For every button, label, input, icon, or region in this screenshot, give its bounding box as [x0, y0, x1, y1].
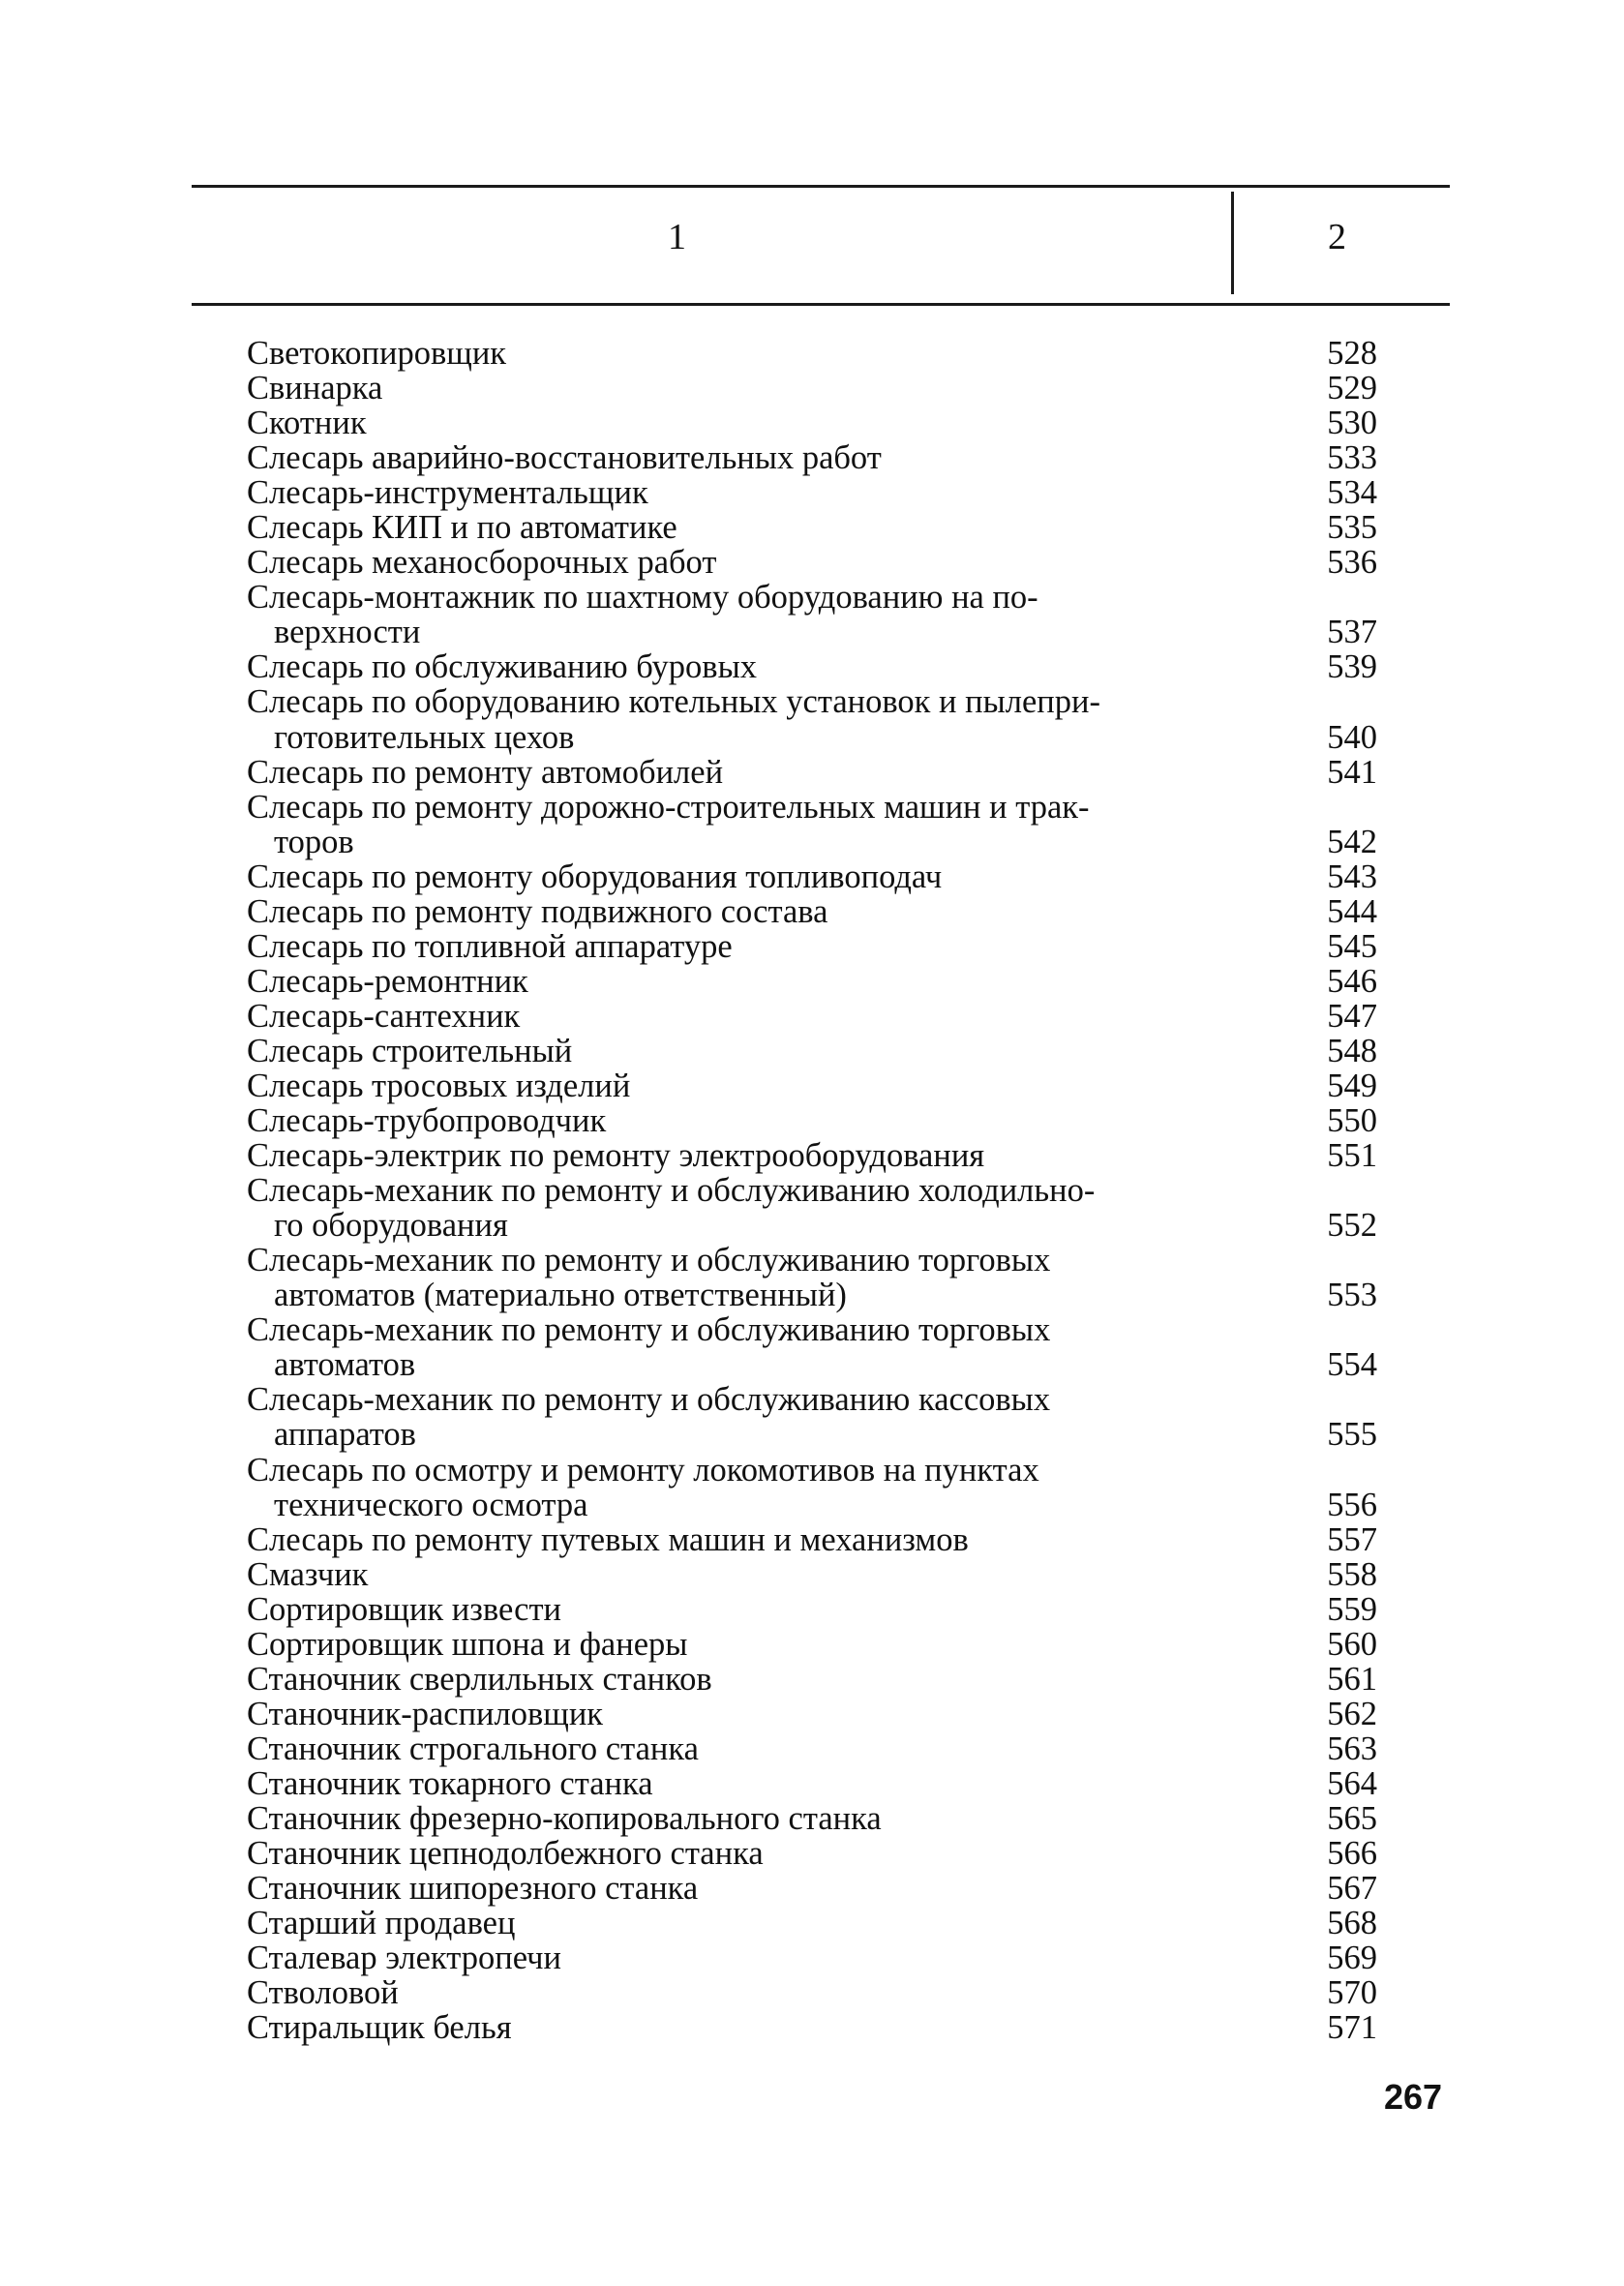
code-number: 550 — [1327, 1102, 1377, 1140]
occupation-line: Свинарка — [247, 370, 383, 407]
occupation-line: Слесарь тросовых изделий — [247, 1067, 631, 1104]
occupation-name — [247, 580, 1234, 649]
table-row — [0, 475, 1624, 510]
occupation-line: Станочник сверлильных станков — [247, 1660, 712, 1698]
table-row — [0, 371, 1624, 406]
occupation-name — [247, 1801, 1234, 1836]
occupation-line: Слесарь по обслуживанию буровых — [247, 648, 758, 686]
code-number: 548 — [1327, 1032, 1377, 1069]
table-row — [0, 510, 1624, 545]
code-number: 529 — [1327, 370, 1377, 407]
table-row — [0, 1871, 1624, 1906]
occupation-line: Сортировщик извести — [247, 1590, 562, 1628]
occupation-line: Смазчик — [247, 1555, 369, 1593]
occupation-line: Слесарь по оборудованию котельных установок и пылепри- — [247, 683, 1100, 721]
occupation-line: Сталевар электропечи — [247, 1940, 561, 1977]
table-row — [0, 999, 1624, 1034]
code-number: 547 — [1327, 997, 1377, 1035]
occupation-line: Слесарь по ремонту автомобилей — [247, 753, 724, 791]
table-row — [0, 2010, 1624, 2045]
table-row — [0, 859, 1624, 894]
occupation-continuation-line: готовительных цехов — [274, 718, 575, 756]
occupation-line: Станочник строгального станка — [247, 1730, 699, 1767]
table-row — [0, 336, 1624, 371]
occupation-name — [247, 894, 1234, 929]
occupation-name — [247, 371, 1234, 406]
page-number: 267 — [1384, 2077, 1443, 2117]
table-row — [0, 1382, 1624, 1452]
occupation-name — [247, 545, 1234, 580]
table-row — [0, 929, 1624, 964]
table-row — [0, 1068, 1624, 1103]
occupation-name — [247, 1103, 1234, 1138]
table-row — [0, 1312, 1624, 1382]
code-number: 536 — [1327, 544, 1377, 582]
table-row — [0, 649, 1624, 684]
table-row — [0, 406, 1624, 440]
code-number: 566 — [1327, 1835, 1377, 1873]
code-number: 559 — [1327, 1590, 1377, 1628]
occupation-continuation-line: технического осмотра — [274, 1486, 588, 1523]
table-row — [0, 755, 1624, 790]
occupation-name — [247, 1697, 1234, 1731]
occupation-name — [247, 684, 1234, 754]
occupation-name — [247, 790, 1234, 859]
occupation-line: Слесарь-механик по ремонту и обслуживанию торговых — [247, 1242, 1051, 1279]
occupation-name — [247, 1034, 1234, 1068]
occupation-name — [247, 1766, 1234, 1801]
occupation-line: Слесарь-механик по ремонту и обслуживанию кассовых — [247, 1381, 1051, 1419]
code-number: 551 — [1327, 1137, 1377, 1175]
occupation-line: Станочник токарного станка — [247, 1764, 653, 1802]
table-row — [0, 1766, 1624, 1801]
occupation-name — [247, 1068, 1234, 1103]
code-number: 537 — [1327, 614, 1377, 651]
code-number: 562 — [1327, 1695, 1377, 1732]
occupation-line: Слесарь-трубопроводчик — [247, 1102, 607, 1140]
occupation-line: Слесарь-механик по ремонту и обслуживанию торговых — [247, 1311, 1051, 1349]
occupation-name — [247, 1312, 1234, 1382]
occupation-continuation-line: аппаратов — [274, 1416, 416, 1454]
code-number: 549 — [1327, 1067, 1377, 1104]
occupation-line: Сортировщик шпона и фанеры — [247, 1625, 688, 1663]
occupation-name — [247, 1731, 1234, 1766]
table-row — [0, 545, 1624, 580]
code-number: 542 — [1327, 823, 1377, 860]
occupation-name — [247, 336, 1234, 371]
column-header-1: 1 — [668, 217, 686, 257]
code-number: 544 — [1327, 892, 1377, 930]
occupation-line: Станочник-распиловщик — [247, 1695, 604, 1732]
code-number: 535 — [1327, 509, 1377, 547]
code-number: 554 — [1327, 1346, 1377, 1384]
code-number: 540 — [1327, 718, 1377, 756]
occupation-continuation-line: автоматов — [274, 1346, 416, 1384]
table-row — [0, 894, 1624, 929]
table-row — [0, 440, 1624, 475]
occupation-continuation-line: торов — [274, 823, 354, 860]
code-number: 560 — [1327, 1625, 1377, 1663]
occupation-line: Старший продавец — [247, 1905, 516, 1942]
occupation-name — [247, 475, 1234, 510]
occupation-name — [247, 1940, 1234, 1975]
code-number: 530 — [1327, 405, 1377, 442]
table-row — [0, 1522, 1624, 1557]
code-number: 571 — [1327, 2009, 1377, 2047]
occupation-name — [247, 440, 1234, 475]
column-header-2: 2 — [1328, 217, 1346, 257]
occupation-line: Слесарь-монтажник по шахтному оборудованию на по- — [247, 579, 1038, 617]
occupation-name — [247, 1627, 1234, 1662]
occupation-line: Слесарь механосборочных работ — [247, 544, 717, 582]
table-row — [0, 1697, 1624, 1731]
code-number: 545 — [1327, 927, 1377, 965]
table-row — [0, 1173, 1624, 1243]
code-number: 541 — [1327, 753, 1377, 791]
occupation-name — [247, 859, 1234, 894]
table-row — [0, 1138, 1624, 1173]
occupation-line: Слесарь-ремонтник — [247, 962, 528, 1000]
occupation-continuation-line: го оборудования — [274, 1207, 508, 1245]
table-top-rule — [192, 185, 1450, 188]
code-number: 533 — [1327, 439, 1377, 477]
occupation-name — [247, 1975, 1234, 2010]
occupation-name — [247, 1453, 1234, 1522]
occupation-line: Стиральщик белья — [247, 2009, 512, 2047]
table-row — [0, 684, 1624, 754]
occupation-name — [247, 1138, 1234, 1173]
code-number: 570 — [1327, 1974, 1377, 2012]
occupation-line: Слесарь-электрик по ремонту электрооборудования — [247, 1137, 985, 1175]
occupation-name — [247, 1173, 1234, 1243]
code-number: 569 — [1327, 1940, 1377, 1977]
table-row — [0, 1453, 1624, 1522]
occupation-name — [247, 999, 1234, 1034]
code-number: 561 — [1327, 1660, 1377, 1698]
table-row — [0, 1592, 1624, 1627]
table-row — [0, 1975, 1624, 2010]
occupation-name — [247, 1836, 1234, 1871]
occupation-name — [247, 649, 1234, 684]
occupation-line: Слесарь аварийно-восстановительных работ — [247, 439, 882, 477]
table-row — [0, 1103, 1624, 1138]
code-number: 555 — [1327, 1416, 1377, 1454]
column-separator — [1231, 192, 1234, 294]
table-row — [0, 964, 1624, 999]
table-row — [0, 1801, 1624, 1836]
code-number: 565 — [1327, 1799, 1377, 1837]
occupation-line: Стволовой — [247, 1974, 399, 2012]
table-header-rule — [192, 303, 1450, 306]
occupation-line: Слесарь по ремонту оборудования топливоподач — [247, 857, 943, 895]
occupation-continuation-line: автоматов (материально ответственный) — [274, 1277, 847, 1314]
entry-list — [0, 336, 1624, 2045]
code-number: 553 — [1327, 1277, 1377, 1314]
occupation-line: Слесарь-механик по ремонту и обслуживанию холодильно- — [247, 1172, 1096, 1210]
occupation-name — [247, 1522, 1234, 1557]
code-number: 567 — [1327, 1870, 1377, 1908]
table-row — [0, 1731, 1624, 1766]
code-number: 534 — [1327, 474, 1377, 512]
table-row — [0, 1940, 1624, 1975]
occupation-line: Слесарь по ремонту дорожно-строительных машин и трак- — [247, 788, 1090, 826]
table-row — [0, 1662, 1624, 1697]
code-number: 528 — [1327, 335, 1377, 372]
occupation-line: Скотник — [247, 405, 367, 442]
code-number: 564 — [1327, 1764, 1377, 1802]
occupation-line: Станочник шипорезного станка — [247, 1870, 699, 1908]
table-row — [0, 790, 1624, 859]
table-row — [0, 580, 1624, 649]
occupation-line: Станочник фрезерно-копировального станка — [247, 1799, 882, 1837]
code-number: 543 — [1327, 857, 1377, 895]
occupation-name — [247, 2010, 1234, 2045]
code-number: 556 — [1327, 1486, 1377, 1523]
table-row — [0, 1836, 1624, 1871]
occupation-name — [247, 1382, 1234, 1452]
code-number: 552 — [1327, 1207, 1377, 1245]
occupation-name — [247, 1871, 1234, 1906]
table-row — [0, 1627, 1624, 1662]
occupation-name — [247, 1662, 1234, 1697]
occupation-name — [247, 1557, 1234, 1592]
occupation-line: Светокопировщик — [247, 335, 507, 372]
code-number: 539 — [1327, 648, 1377, 686]
occupation-name — [247, 929, 1234, 964]
code-number: 558 — [1327, 1555, 1377, 1593]
code-number: 568 — [1327, 1905, 1377, 1942]
table-row — [0, 1243, 1624, 1312]
occupation-name — [247, 1243, 1234, 1312]
occupation-name — [247, 510, 1234, 545]
occupation-line: Слесарь-инструментальщик — [247, 474, 648, 512]
occupation-line: Станочник цепнодолбежного станка — [247, 1835, 764, 1873]
code-number: 546 — [1327, 962, 1377, 1000]
occupation-line: Слесарь по топливной аппаратуре — [247, 927, 733, 965]
occupation-line: Слесарь строительный — [247, 1032, 573, 1069]
occupation-name — [247, 1906, 1234, 1940]
occupation-line: Слесарь КИП и по автоматике — [247, 509, 677, 547]
occupation-continuation-line: верхности — [274, 614, 421, 651]
occupation-name — [247, 964, 1234, 999]
occupation-name — [247, 406, 1234, 440]
occupation-name — [247, 755, 1234, 790]
code-number: 557 — [1327, 1520, 1377, 1558]
table-row — [0, 1557, 1624, 1592]
occupation-line: Слесарь по осмотру и ремонту локомотивов на пунктах — [247, 1451, 1039, 1489]
occupation-line: Слесарь по ремонту подвижного состава — [247, 892, 828, 930]
code-number: 563 — [1327, 1730, 1377, 1767]
occupation-name — [247, 1592, 1234, 1627]
table-row — [0, 1906, 1624, 1940]
occupation-line: Слесарь по ремонту путевых машин и механизмов — [247, 1520, 969, 1558]
table-row — [0, 1034, 1624, 1068]
occupation-line: Слесарь-сантехник — [247, 997, 521, 1035]
